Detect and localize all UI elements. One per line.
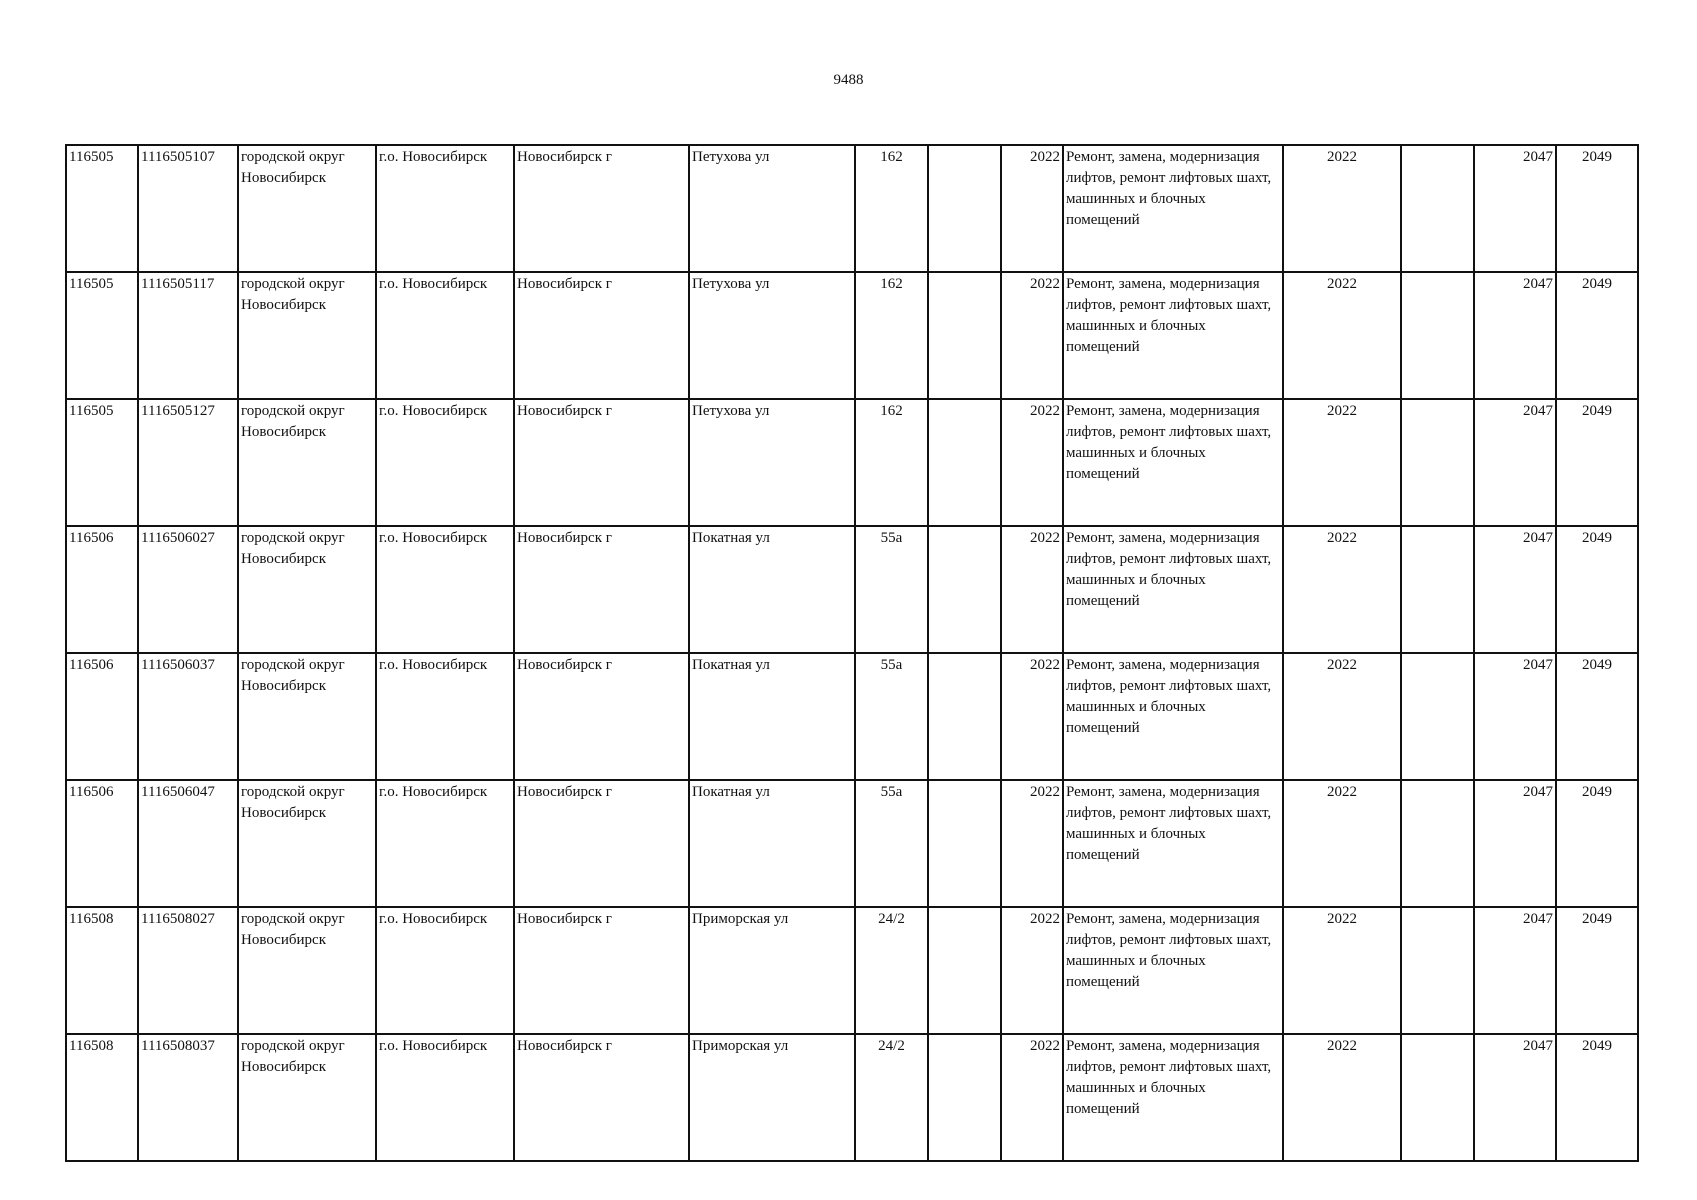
cell-building — [928, 526, 1001, 653]
cell-street: Приморская ул — [689, 907, 855, 1034]
cell-street: Покатная ул — [689, 526, 855, 653]
cell-house-id: 1116505117 — [138, 272, 238, 399]
cell-empty — [1401, 145, 1474, 272]
cell-house-number: 162 — [855, 399, 928, 526]
cell-plan-year: 2022 — [1283, 526, 1401, 653]
cell-house-number: 55а — [855, 526, 928, 653]
cell-final-year: 2049 — [1556, 907, 1638, 1034]
cell-work-type: Ремонт, замена, модернизация лифтов, ремонт лифтовых шахт, машинных и блочных помещений — [1063, 526, 1283, 653]
table-body — [66, 145, 1638, 1161]
cell-district: г.о. Новосибирск — [376, 653, 514, 780]
cell-year: 2022 — [1001, 1034, 1063, 1161]
cell-locality: Новосибирск г — [514, 653, 689, 780]
cell-building — [928, 1034, 1001, 1161]
cell-region-code: 116506 — [66, 780, 138, 907]
cell-plan-year: 2022 — [1283, 399, 1401, 526]
table-row — [66, 145, 1638, 272]
cell-final-year: 2049 — [1556, 526, 1638, 653]
cell-district: г.о. Новосибирск — [376, 145, 514, 272]
cell-municipality: городской округ Новосибирск — [238, 1034, 376, 1161]
cell-work-type: Ремонт, замена, модернизация лифтов, ремонт лифтовых шахт, машинных и блочных помещений — [1063, 1034, 1283, 1161]
cell-next-year: 2047 — [1474, 272, 1556, 399]
cell-year: 2022 — [1001, 272, 1063, 399]
cell-final-year: 2049 — [1556, 653, 1638, 780]
cell-next-year: 2047 — [1474, 1034, 1556, 1161]
cell-plan-year: 2022 — [1283, 145, 1401, 272]
cell-work-type: Ремонт, замена, модернизация лифтов, ремонт лифтовых шахт, машинных и блочных помещений — [1063, 907, 1283, 1034]
table-row — [66, 272, 1638, 399]
table-row — [66, 907, 1638, 1034]
cell-district: г.о. Новосибирск — [376, 526, 514, 653]
cell-year: 2022 — [1001, 907, 1063, 1034]
cell-empty — [1401, 272, 1474, 399]
cell-locality: Новосибирск г — [514, 907, 689, 1034]
cell-year: 2022 — [1001, 399, 1063, 526]
cell-next-year: 2047 — [1474, 145, 1556, 272]
cell-plan-year: 2022 — [1283, 780, 1401, 907]
cell-house-number: 55а — [855, 653, 928, 780]
register-table — [65, 144, 1639, 1162]
cell-locality: Новосибирск г — [514, 526, 689, 653]
cell-district: г.о. Новосибирск — [376, 780, 514, 907]
cell-locality: Новосибирск г — [514, 145, 689, 272]
cell-plan-year: 2022 — [1283, 907, 1401, 1034]
table-row — [66, 526, 1638, 653]
cell-municipality: городской округ Новосибирск — [238, 653, 376, 780]
cell-year: 2022 — [1001, 653, 1063, 780]
cell-district: г.о. Новосибирск — [376, 399, 514, 526]
cell-municipality: городской округ Новосибирск — [238, 399, 376, 526]
cell-year: 2022 — [1001, 145, 1063, 272]
cell-street: Петухова ул — [689, 272, 855, 399]
cell-year: 2022 — [1001, 780, 1063, 907]
cell-region-code: 116505 — [66, 399, 138, 526]
cell-empty — [1401, 653, 1474, 780]
cell-house-number: 24/2 — [855, 907, 928, 1034]
cell-locality: Новосибирск г — [514, 780, 689, 907]
cell-region-code: 116508 — [66, 1034, 138, 1161]
cell-building — [928, 780, 1001, 907]
cell-region-code: 116505 — [66, 272, 138, 399]
cell-municipality: городской округ Новосибирск — [238, 526, 376, 653]
cell-street: Петухова ул — [689, 145, 855, 272]
cell-district: г.о. Новосибирск — [376, 1034, 514, 1161]
cell-street: Петухова ул — [689, 399, 855, 526]
cell-empty — [1401, 1034, 1474, 1161]
cell-building — [928, 907, 1001, 1034]
cell-region-code: 116505 — [66, 145, 138, 272]
cell-final-year: 2049 — [1556, 780, 1638, 907]
cell-next-year: 2047 — [1474, 653, 1556, 780]
cell-building — [928, 653, 1001, 780]
cell-region-code: 116508 — [66, 907, 138, 1034]
cell-empty — [1401, 907, 1474, 1034]
table-row — [66, 653, 1638, 780]
cell-final-year: 2049 — [1556, 1034, 1638, 1161]
cell-plan-year: 2022 — [1283, 653, 1401, 780]
cell-locality: Новосибирск г — [514, 399, 689, 526]
cell-building — [928, 145, 1001, 272]
page-number: 9488 — [833, 72, 864, 88]
cell-next-year: 2047 — [1474, 399, 1556, 526]
cell-street: Покатная ул — [689, 653, 855, 780]
cell-next-year: 2047 — [1474, 780, 1556, 907]
cell-year: 2022 — [1001, 526, 1063, 653]
cell-locality: Новосибирск г — [514, 272, 689, 399]
cell-municipality: городской округ Новосибирск — [238, 907, 376, 1034]
cell-final-year: 2049 — [1556, 272, 1638, 399]
cell-work-type: Ремонт, замена, модернизация лифтов, ремонт лифтовых шахт, машинных и блочных помещений — [1063, 399, 1283, 526]
cell-district: г.о. Новосибирск — [376, 272, 514, 399]
cell-plan-year: 2022 — [1283, 272, 1401, 399]
cell-region-code: 116506 — [66, 526, 138, 653]
cell-municipality: городской округ Новосибирск — [238, 145, 376, 272]
cell-house-id: 1116506047 — [138, 780, 238, 907]
cell-municipality: городской округ Новосибирск — [238, 272, 376, 399]
cell-next-year: 2047 — [1474, 526, 1556, 653]
cell-house-number: 24/2 — [855, 1034, 928, 1161]
cell-municipality: городской округ Новосибирск — [238, 780, 376, 907]
cell-work-type: Ремонт, замена, модернизация лифтов, ремонт лифтовых шахт, машинных и блочных помещений — [1063, 653, 1283, 780]
cell-work-type: Ремонт, замена, модернизация лифтов, ремонт лифтовых шахт, машинных и блочных помещений — [1063, 145, 1283, 272]
cell-building — [928, 399, 1001, 526]
cell-work-type: Ремонт, замена, модернизация лифтов, ремонт лифтовых шахт, машинных и блочных помещений — [1063, 780, 1283, 907]
cell-empty — [1401, 780, 1474, 907]
cell-next-year: 2047 — [1474, 907, 1556, 1034]
cell-house-id: 1116506037 — [138, 653, 238, 780]
cell-final-year: 2049 — [1556, 399, 1638, 526]
cell-district: г.о. Новосибирск — [376, 907, 514, 1034]
table-row — [66, 399, 1638, 526]
cell-house-number: 55а — [855, 780, 928, 907]
cell-house-id: 1116508037 — [138, 1034, 238, 1161]
cell-empty — [1401, 399, 1474, 526]
cell-house-number: 162 — [855, 145, 928, 272]
cell-locality: Новосибирск г — [514, 1034, 689, 1161]
cell-house-id: 1116506027 — [138, 526, 238, 653]
cell-street: Покатная ул — [689, 780, 855, 907]
cell-house-number: 162 — [855, 272, 928, 399]
cell-house-id: 1116505127 — [138, 399, 238, 526]
cell-house-id: 1116505107 — [138, 145, 238, 272]
cell-building — [928, 272, 1001, 399]
cell-house-id: 1116508027 — [138, 907, 238, 1034]
cell-work-type: Ремонт, замена, модернизация лифтов, ремонт лифтовых шахт, машинных и блочных помещений — [1063, 272, 1283, 399]
table-row — [66, 780, 1638, 907]
table-row — [66, 1034, 1638, 1161]
cell-plan-year: 2022 — [1283, 1034, 1401, 1161]
cell-empty — [1401, 526, 1474, 653]
cell-final-year: 2049 — [1556, 145, 1638, 272]
cell-street: Приморская ул — [689, 1034, 855, 1161]
cell-region-code: 116506 — [66, 653, 138, 780]
